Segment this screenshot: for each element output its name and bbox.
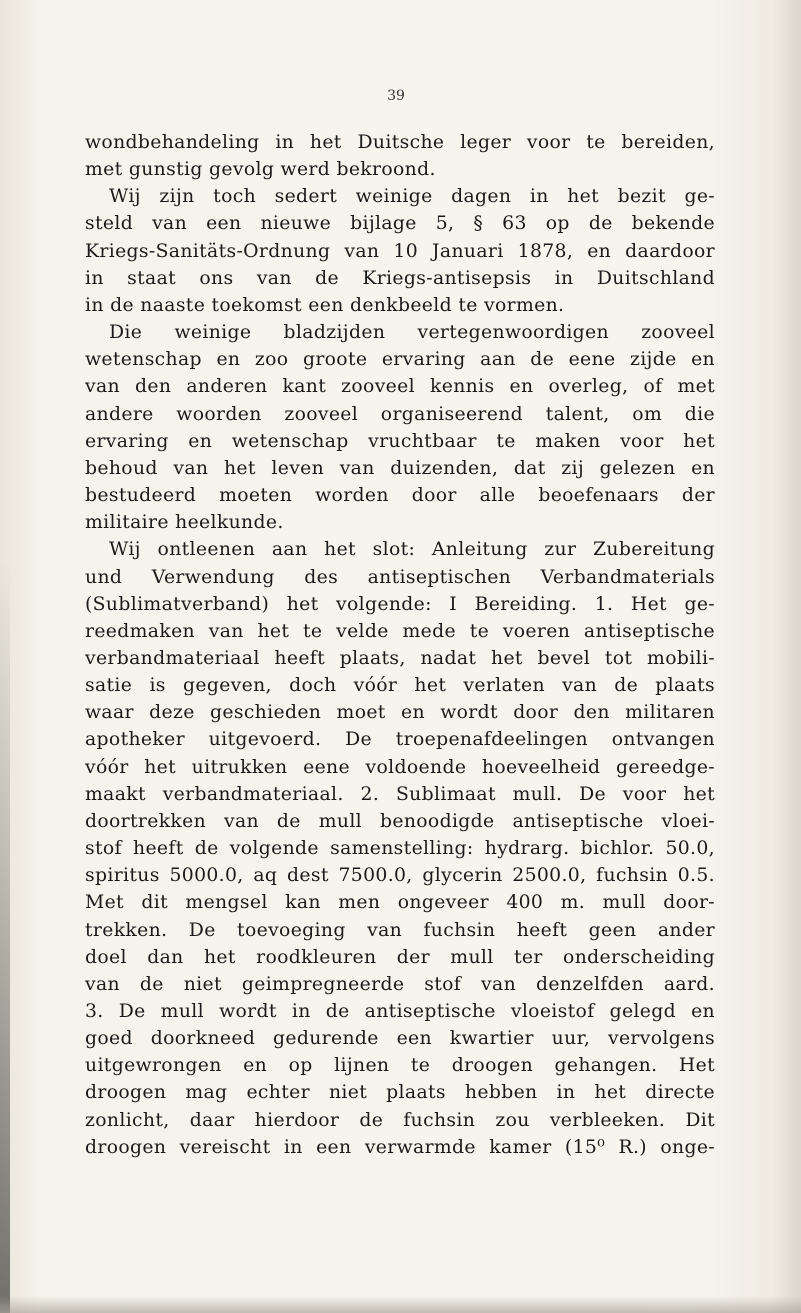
text-line: stof heeft de volgende samenstelling: hydrarg. bichlor. 50.0, [85,838,715,860]
text-line: apotheker uitgevoerd. De troepenafdeelingen ontvangen [85,729,715,751]
text-line: Met dit mengsel kan men ongeveer 400 m. mull door- [85,892,715,914]
text-line: van den anderen kant zooveel kennis en overleg, of met [85,376,715,398]
body-text [85,129,715,1161]
text-line: steld van een nieuwe bijlage 5, § 63 op de bekende [85,213,715,235]
text-line: reedmaken van het te velde mede te voeren antiseptische [85,620,715,642]
text-line: satie is gegeven, doch vóór het verlaten van de plaats [85,675,715,697]
text-line: trekken. De toevoeging van fuchsin heeft geen ander [85,919,715,941]
bottom-edge-shadow [0,1296,801,1313]
text-line: maakt verbandmateriaal. 2. Sublimaat mull. De voor het [85,783,715,805]
text-line: Wij zijn toch sedert weinige dagen in het bezit ge- [109,186,715,208]
text-line: droogen mag echter niet plaats hebben in het directe [85,1082,715,1104]
text-line: Kriegs-Sanitäts-Ordnung van 10 Januari 1878, en daardoor [85,240,715,262]
text-line: Die weinige bladzijden vertegenwoordigen zooveel [109,322,715,344]
text-line: uitgewrongen en op lijnen te droogen gehangen. Het [85,1055,715,1077]
text-line: bestudeerd moeten worden door alle beoefenaars der [85,485,715,507]
text-line: vóór het uitrukken eene voldoende hoeveelheid gereedge- [85,756,715,778]
text-line: militaire heelkunde. [85,512,284,534]
text-line: ervaring en wetenschap vruchtbaar te maken voor het [85,430,715,452]
text-line: doel dan het roodkleuren der mull ter onderscheiding [85,946,715,968]
text-line: in de naaste toekomst een denkbeeld te vormen. [85,294,565,316]
text-line: wondbehandeling in het Duitsche leger voor te bereiden, [85,132,715,153]
text-line: droogen vereischt in een verwarmde kamer (15⁰ R.) onge- [85,1136,715,1158]
binding-shadow [0,560,10,1313]
text-line: in staat ons van de Kriegs-antisepsis in Duitschland [85,267,715,289]
page-number: 39 [387,88,405,104]
text-line: spiritus 5000.0, aq dest 7500.0, glycerin 2500.0, fuchsin 0.5. [85,865,715,887]
text-line: met gunstig gevolg werd bekroond. [85,159,436,181]
text-line: doortrekken van de mull benoodigde antiseptische vloei- [85,810,715,832]
text-line: 3. De mull wordt in de antiseptische vloeistof gelegd en [85,1001,715,1022]
text-line: wetenschap en zoo groote ervaring aan de eene zijde en [85,349,715,371]
text-line: van de niet geimpregneerde stof van denzelfden aard. [85,973,715,995]
text-line: verbandmateriaal heeft plaats, nadat het bevel tot mobili- [85,647,715,669]
text-line: (Sublimatverband) het volgende: I Bereiding. 1. Het ge- [85,593,715,615]
text-line: Wij ontleenen aan het slot: Anleitung zur Zubereitung [109,539,715,561]
text-line: waar deze geschieden moet en wordt door den militaren [85,702,715,724]
text-line: andere woorden zooveel organiseerend talent, om die [85,403,715,425]
text-line: behoud van het leven van duizenden, dat zij gelezen en [85,457,715,479]
text-line: zonlicht, daar hierdoor de fuchsin zou verbleeken. Dit [85,1109,715,1131]
text-line: goed doorkneed gedurende een kwartier uur, vervolgens [85,1028,715,1050]
page-edge-shadow [773,0,801,1313]
text-line: und Verwendung des antiseptischen Verbandmaterials [85,566,715,588]
